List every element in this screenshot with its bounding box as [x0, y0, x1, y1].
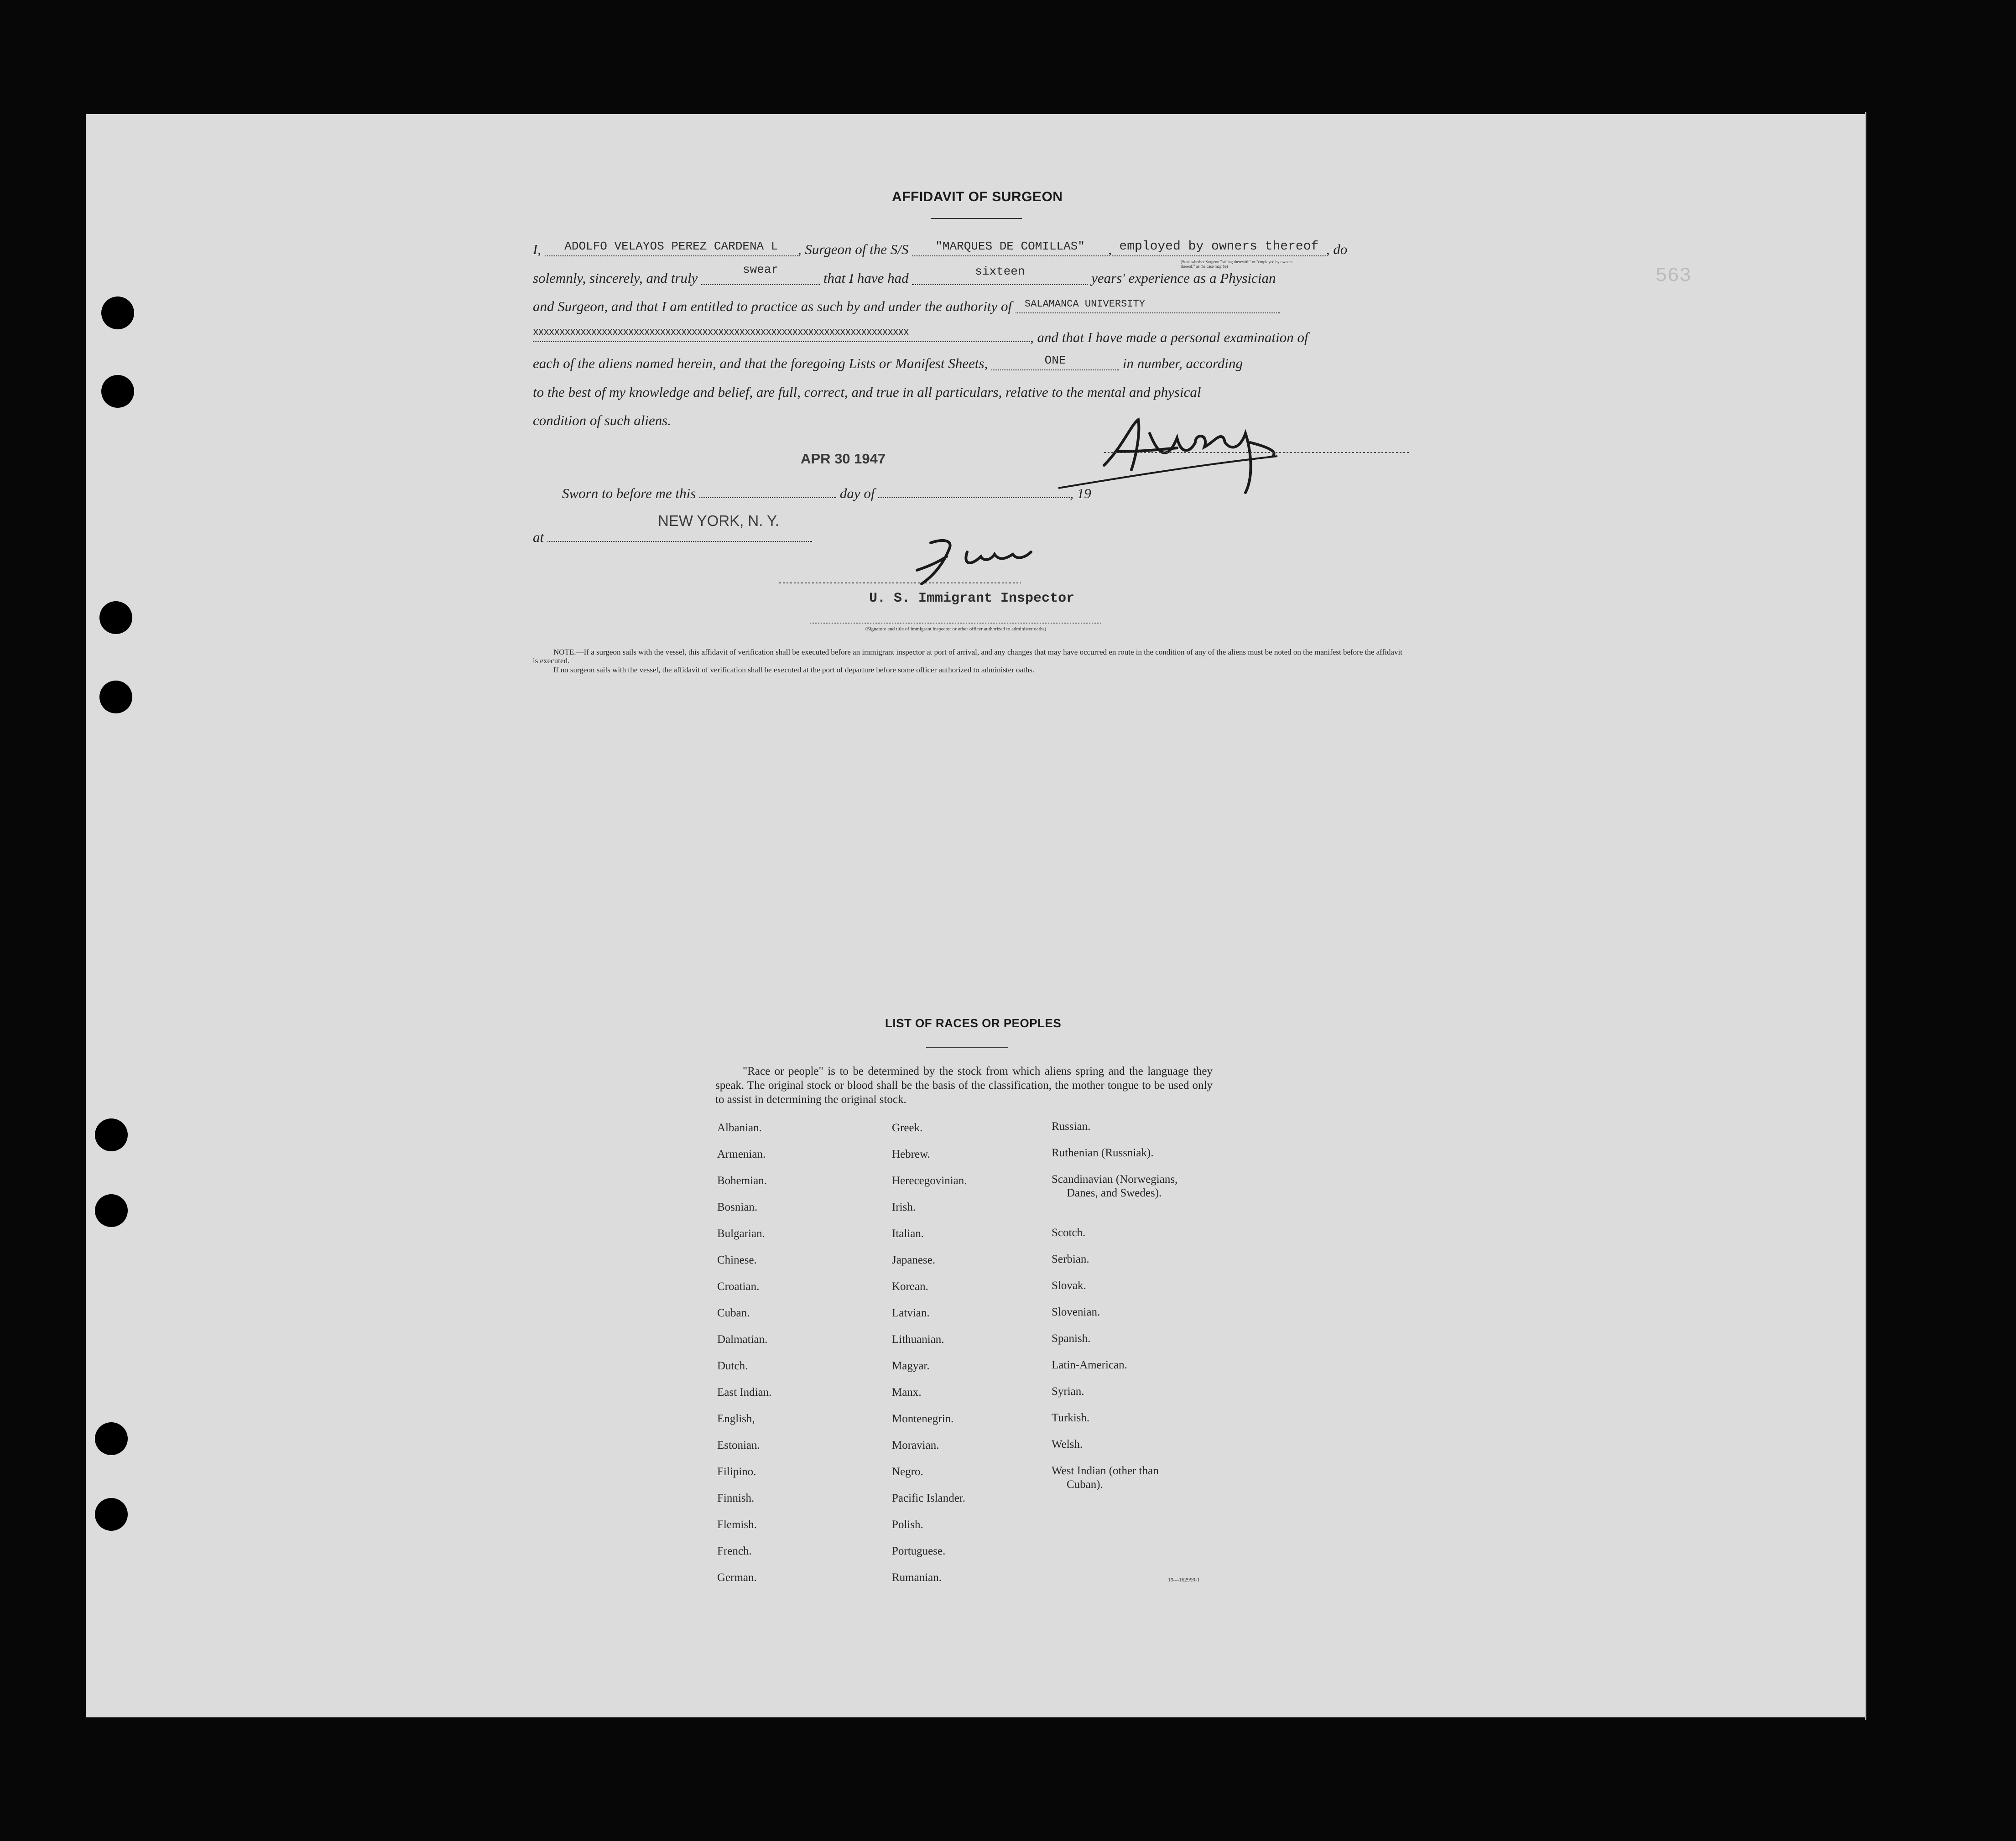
race-item: Herecegovinian.	[892, 1175, 967, 1187]
affidavit-title: AFFIDAVIT OF SURGEON	[892, 189, 1063, 204]
race-item: Portuguese.	[892, 1545, 946, 1557]
race-item: Estonian.	[717, 1439, 760, 1451]
race-item: Flemish.	[717, 1519, 757, 1531]
oath: swear	[743, 263, 779, 276]
race-item: Bosnian.	[717, 1201, 758, 1213]
signature-caption: (Signature and title of immigrant inspector or other officer authorized to administer oaths)	[865, 626, 1047, 632]
race-item: Montenegrin.	[892, 1413, 954, 1425]
race-item: Cuban.	[717, 1307, 750, 1319]
race-item: Moravian.	[892, 1439, 939, 1451]
place-stamp: NEW YORK, N. Y.	[658, 512, 779, 529]
caption-line	[810, 623, 1102, 624]
ship-name: "MARQUES DE COMILLAS"	[935, 239, 1085, 253]
inspector-line	[779, 582, 1021, 583]
race-item: Bulgarian.	[717, 1227, 765, 1240]
race-item: Dutch.	[717, 1360, 748, 1372]
race-item: Armenian.	[717, 1148, 766, 1160]
race-item: Ruthenian (Russniak).	[1052, 1147, 1154, 1159]
race-item: Chinese.	[717, 1254, 757, 1266]
race-item: Greek.	[892, 1122, 923, 1134]
punch-hole	[101, 375, 134, 408]
race-item: Pacific Islander.	[892, 1492, 966, 1504]
ship-name-field	[912, 238, 1108, 256]
note-1: NOTE.—If a surgeon sails with the vessel, this affidavit of verification shall be executed before an immigrant inspector at port of arrival, and any changes that may have occurred en route in the condition of any of the aliens must be noted on the manifest before the affidavit is executed.	[533, 648, 1402, 665]
punch-hole	[99, 601, 132, 634]
race-item: Korean.	[892, 1280, 928, 1293]
oath-field	[701, 263, 820, 285]
race-item: Finnish.	[717, 1492, 755, 1504]
text: I,	[533, 241, 542, 257]
text: , do	[1326, 241, 1348, 257]
race-item: Italian.	[892, 1227, 924, 1240]
race-item: Bohemian.	[717, 1175, 767, 1187]
race-item: Filipino.	[717, 1466, 756, 1478]
race-item: West Indian (other than	[1052, 1465, 1159, 1477]
employment-field	[1112, 238, 1326, 256]
affidavit-line-3	[533, 295, 1409, 318]
text: and Surgeon, and that I am entitled to practice as such by and under the authority of	[533, 298, 1012, 314]
race-item: Latvian.	[892, 1307, 930, 1319]
race-item: Danes, and Swedes).	[1067, 1187, 1162, 1199]
punch-hole	[95, 1422, 128, 1455]
text: , 19	[1070, 485, 1091, 501]
employment-note: (State whether Surgeon "sailing therewith" or "employed by owners thereof," as the case may be)	[1181, 260, 1292, 269]
form-code: 19—162999-1	[1168, 1576, 1200, 1583]
employment: employed by owners thereof	[1119, 239, 1319, 254]
race-item: Lithuanian.	[892, 1333, 944, 1346]
race-item: Cuban).	[1067, 1478, 1103, 1491]
race-item: Turkish.	[1052, 1412, 1090, 1424]
text: Sworn to before me this	[562, 485, 696, 501]
text: each of the aliens named herein, and that the foregoing Lists or Manifest Sheets,	[533, 355, 988, 371]
affidavit-line-4	[533, 324, 1409, 347]
punch-hole	[101, 296, 134, 329]
race-item: Japanese.	[892, 1254, 936, 1266]
inspector-title: U. S. Immigrant Inspector	[869, 591, 1075, 606]
affidavit-line-1	[533, 238, 1409, 261]
text: , and that I have made a personal examination of	[1030, 329, 1308, 345]
race-item: Negro.	[892, 1466, 923, 1478]
sworn-month-field	[878, 480, 1070, 498]
sworn-line	[562, 480, 1155, 503]
text: ,	[1108, 241, 1112, 257]
years: sixteen	[975, 265, 1025, 278]
text: solemnly, sincerely, and truly	[533, 270, 698, 286]
race-item: German.	[717, 1571, 757, 1584]
race-item: Spanish.	[1052, 1332, 1091, 1345]
race-item: Hebrew.	[892, 1148, 930, 1160]
race-item: Polish.	[892, 1519, 923, 1531]
race-item: Albanian.	[717, 1122, 762, 1134]
race-item: Dalmatian.	[717, 1333, 768, 1346]
page-edge	[1865, 112, 1866, 1720]
race-item: Russian.	[1052, 1120, 1091, 1133]
text: years' experience as a Physician	[1091, 270, 1276, 286]
race-item: Manx.	[892, 1386, 922, 1399]
race-item: Slovenian.	[1052, 1306, 1100, 1318]
race-item: Irish.	[892, 1201, 916, 1213]
authority-field	[1016, 295, 1280, 313]
punch-hole	[95, 1118, 128, 1151]
title-rule	[931, 218, 1022, 219]
date-stamp: APR 30 1947	[801, 451, 886, 467]
punch-hole	[99, 681, 132, 713]
sworn-day-field	[699, 480, 836, 498]
race-item: Welsh.	[1052, 1438, 1083, 1451]
race-item: Scandinavian (Norwegians,	[1052, 1173, 1178, 1186]
surgeon-name-field	[545, 238, 798, 256]
race-item: Rumanian.	[892, 1571, 942, 1584]
race-item: Serbian.	[1052, 1253, 1089, 1265]
race-item: Latin-American.	[1052, 1359, 1127, 1371]
affidavit-line-6: to the best of my knowledge and belief, are full, correct, and true in all particulars, relative to the mental and physical	[533, 384, 1201, 400]
punch-hole	[95, 1194, 128, 1227]
text: in number, according	[1122, 355, 1243, 371]
race-item: French.	[717, 1545, 752, 1557]
page-number: 563	[1655, 265, 1692, 287]
inspector-signature	[903, 529, 1058, 593]
races-rule	[926, 1047, 1008, 1048]
race-item: Syrian.	[1052, 1385, 1084, 1398]
struck-field	[533, 324, 1030, 342]
race-item: Croatian.	[717, 1280, 760, 1293]
text: at	[533, 529, 544, 545]
surgeon-name: ADOLFO VELAYOS PEREZ CARDENA L	[564, 239, 778, 253]
sheets-field	[991, 352, 1119, 370]
struck-text: XXXXXXXXXXXXXXXXXXXXXXXXXXXXXXXXXXXXXXXXXXXXXXXXXXXXXXXXXXXXXXXXXXXXXXX	[533, 328, 909, 338]
race-item: Slovak.	[1052, 1279, 1086, 1292]
text: , Surgeon of the S/S	[797, 241, 909, 257]
race-item: Magyar.	[892, 1360, 930, 1372]
sheets: ONE	[1044, 354, 1066, 367]
race-item: English,	[717, 1413, 755, 1425]
race-item: Scotch.	[1052, 1227, 1086, 1239]
races-intro: "Race or people" is to be determined by the stock from which aliens spring and the language they speak. The original stock or blood shall be the basis of the classification, the mother tongue to be used only to assist in determining the original stock.	[715, 1065, 1213, 1106]
affidavit-line-7: condition of such aliens.	[533, 412, 672, 428]
races-title: LIST OF RACES OR PEOPLES	[885, 1016, 1062, 1030]
note-2: If no surgeon sails with the vessel, the affidavit of verification shall be executed at the port of departure before some officer authorized to administer oaths.	[553, 666, 1035, 674]
text: day of	[839, 485, 875, 501]
affidavit-line-5	[533, 352, 1409, 375]
punch-hole	[95, 1498, 128, 1531]
race-item: East Indian.	[717, 1386, 772, 1399]
authority: SALAMANCA UNIVERSITY	[1024, 298, 1145, 310]
years-field	[912, 267, 1088, 285]
text: that I have had	[823, 270, 909, 286]
